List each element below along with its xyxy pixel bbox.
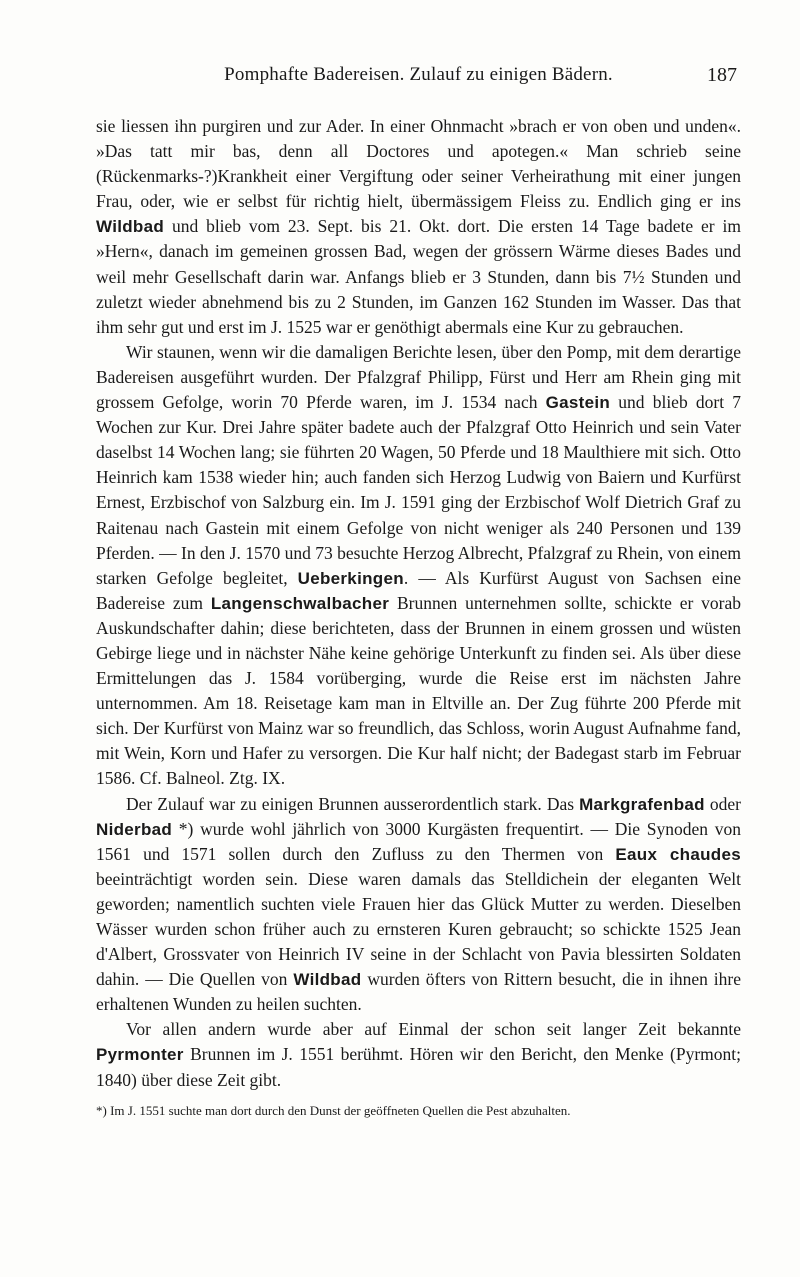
paragraph-text: und blieb dort 7 Wochen zur Kur. Drei Jahre später badete auch der Pfalzgraf Otto Heinrich und sein Vater daselbst 14 Wochen lang; sie führten 20 Wagen, 50 Pferde und 18 Maulthiere mit sich. Otto Heinrich kam 1538 wieder hin; auch fanden sich Herzog Ludwig von Baiern und Kurfürst Ernest, Erzbischof von Salzburg ein. Im J. 1591 ging der Erzbischof Wolf Dietrich Graf zu Raitenau nach Gastein mit einem Gefolge von nicht weniger als 240 Personen und 139 Pferden. — In den J. 1570 und 73 besuchte Herzog Albrecht, Pfalzgraf zu Rhein, von einem starken Gefolge begleitet,: [96, 392, 741, 588]
paragraph-text: . — Als Kurfürst August von Sachsen eine Badereise zum: [96, 567, 741, 613]
place-name: Langenschwalbacher: [210, 593, 390, 613]
paragraph-text: Brunnen unternehmen sollte, schickte er vorab Auskundschafter dahin; diese berichteten, dass der Brunnen in einem grossen und wüsten Gebirge liege und in nächster Nähe keine gehörige Unterkunft zu finden sei. Als über diese Ermittelungen das J. 1584 vorüberging, wurde die Reise erst im nächsten Jahre unternommen. Am 18. Reisetage kam man in Eltville an. Der Zug führte 200 Pferde mit sich. Der Kurfürst von Mainz war so freundlich, das Schloss, worin August Aufnahme fand, mit Wein, Korn und Hafer zu versorgen. Die Kur half nicht; der Badegast starb im Februar 1586. Cf. Balneol. Ztg. IX.: [96, 592, 741, 789]
place-name: Wildbad: [96, 217, 165, 237]
paragraph-text: sie liessen ihn purgiren und zur Ader. In einer Ohnmacht »brach er von oben und unden«. »Das tatt mir bas, denn all Doctores und apotegen.« Man schrieb seine (Rückenmarks-?)Krankheit einer Vergiftung oder seiner Verheirathung mit einer jungen Frau, oder, wie er selbst für richtig hielt, übermässigem Fleiss zu. Endlich ging er ins: [96, 116, 741, 212]
paragraph-text: *) wurde wohl jährlich von 3000 Kurgästen frequentirt. — Die Synoden von 1561 und 1571 sollen durch den Zufluss zu den Thermen von: [96, 818, 741, 864]
paragraph-text: oder: [704, 793, 741, 814]
place-name: Wildbad: [293, 970, 362, 990]
place-name: Pyrmonter: [96, 1045, 184, 1065]
paragraph-text: beeinträchtigt worden sein. Diese waren damals das Stelldichein der eleganten Welt geworden; namentlich suchten viele Frauen hier das Glück Mutter zu werden. Dieselben Wässer wurden schon früher auch zu ernsteren Kuren gebraucht; so schickte 1525 Jean d'Albert, Grossvater von Heinrich IV seine in der Schlacht von Pavia blessirten Soldaten dahin. — Die Quellen von: [96, 868, 741, 990]
place-name: Eaux chaudes: [615, 844, 742, 864]
paragraph-text: Brunnen im J. 1551 berühmt. Hören wir den Bericht, den Menke (Pyrmont; 1840) über diese Zeit gibt.: [96, 1044, 741, 1090]
book-page: [96, 64, 741, 1119]
place-name: Markgrafenbad: [579, 794, 705, 814]
place-name: Niderbad: [96, 819, 173, 839]
paragraph-text: Vor allen andern wurde aber auf Einmal der schon seit langer Zeit bekannte: [126, 1019, 741, 1040]
page-number: 187: [707, 64, 737, 86]
running-head: [96, 64, 741, 90]
paragraph-text: wurden öfters von Rittern besucht, die in ihnen ihre erhaltenen Wunden zu heilen suchten.: [96, 969, 741, 1015]
place-name: Ueberkingen: [297, 568, 404, 588]
paragraph-text: Der Zulauf war zu einigen Brunnen ausserordentlich stark. Das: [126, 793, 580, 814]
paragraph: [96, 1017, 741, 1092]
running-title: Pomphafte Badereisen. Zulauf zu einigen Bädern.: [224, 64, 613, 85]
place-name: Gastein: [545, 393, 611, 413]
body-text: [96, 114, 741, 1093]
footnote: *) Im J. 1551 suchte man dort durch den Dunst der geöffneten Quellen die Pest abzuhalten.: [96, 1102, 571, 1118]
paragraph: [96, 340, 741, 792]
paragraph: [96, 792, 741, 1018]
paragraph-text: und blieb vom 23. Sept. bis 21. Okt. dort. Die ersten 14 Tage badete er im »Hern«, danach im gemeinen grossen Bad, wegen der grössern Wärme dieses Bades und weil mehr Gesellschaft darin war. Anfangs blieb er 3 Stunden, dann bis 7½ Stunden und zuletzt wieder abnehmend bis zu 2 Stunden, im Ganzen 162 Stunden im Wasser. Das that ihm sehr gut und erst im J. 1525 war er genöthigt abermals eine Kur zu gebrauchen.: [96, 216, 741, 337]
paragraph: [96, 114, 741, 340]
paragraph-text: Wir staunen, wenn wir die damaligen Berichte lesen, über den Pomp, mit dem derartige Badereisen ausgeführt wurden. Der Pfalzgraf Philipp, Fürst und Herr am Rhein ging mit grossem Gefolge, worin 70 Pferde waren, im J. 1534 nach: [96, 341, 741, 413]
